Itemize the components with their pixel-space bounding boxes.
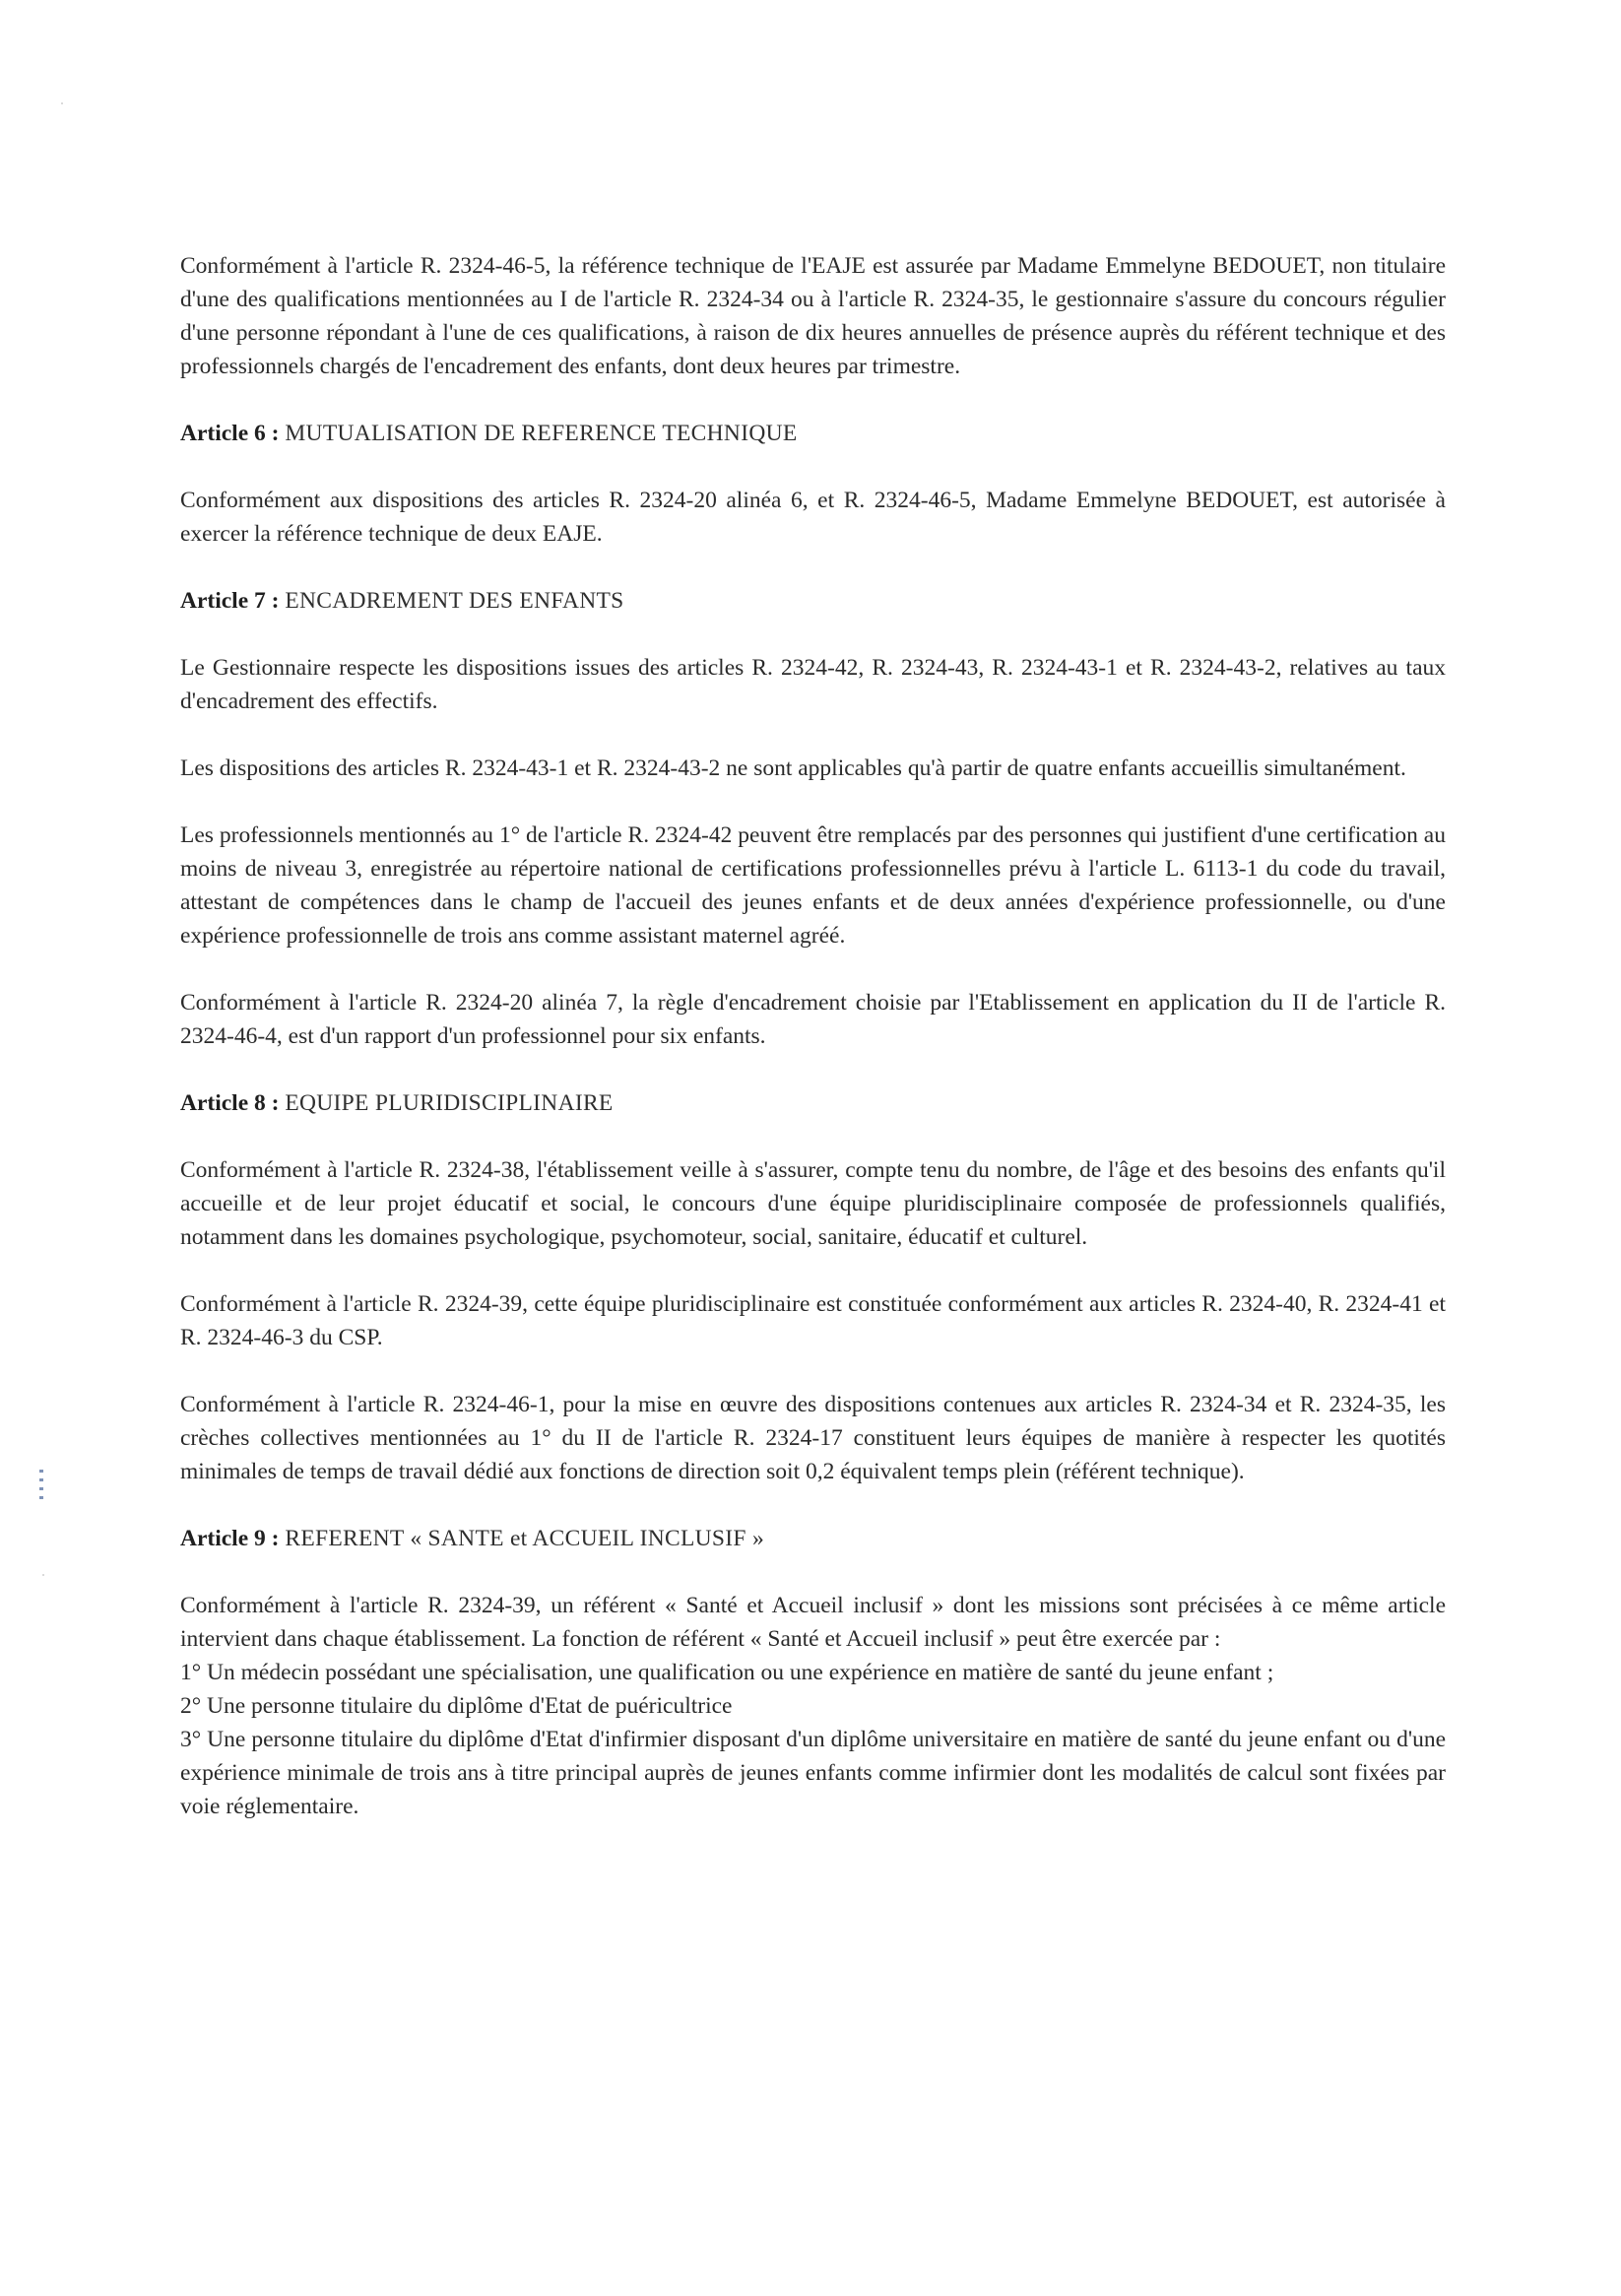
scan-mark-dot [39,1470,43,1473]
article-6-paragraph-1: Conformément aux dispositions des articles R. 2324-20 alinéa 6, et R. 2324-46-5, Madame Emmelyne BEDOUET, est autorisée à exercer la référence technique de deux EAJE. [180,488,1446,547]
article-9-intro: Conformément à l'article R. 2324-39, un référent « Santé et Accueil inclusif » dont les missions sont précisées à ce même article intervient dans chaque établissement. La fonction de référent « Santé et Accueil inclusif » peut être exercée par : [180,1593,1446,1652]
article-8-heading [180,1086,1446,1120]
article-7-heading [180,584,1446,618]
scan-mark-dot [39,1487,43,1490]
article-7-paragraph-3: Les professionnels mentionnés au 1° de l'article R. 2324-42 peuvent être remplacés par des personnes qui justifient d'une certification au moins de niveau 3, enregistrée au répertoire national de certifications professionnelles prévu à l'article L. 6113-1 du code du travail, attestant de compétences dans le champ de l'accueil des jeunes enfants et de deux années d'expérience professionnelle, ou d'une expérience professionnelle de trois ans comme assistant maternel agréé. [180,822,1446,949]
article-7-label: Article 7 : [180,588,280,614]
article-9-item-2: 2° Une personne titulaire du diplôme d'Etat de puéricultrice [180,1693,733,1719]
document-page [180,249,1446,1823]
article-8-title: EQUIPE PLURIDISCIPLINAIRE [285,1090,614,1116]
article-7-paragraph-4: Conformément à l'article R. 2324-20 alinéa 7, la règle d'encadrement choisie par l'Etablissement en application du II de l'article R. 2324-46-4, est d'un rapport d'un professionnel pour six enfants. [180,990,1446,1049]
scan-mark-dot [39,1496,43,1499]
article-9-item-3: 3° Une personne titulaire du diplôme d'Etat d'infirmier disposant d'un diplôme universitaire en matière de santé du jeune enfant ou d'une expérience minimale de trois ans à titre principal auprès de jeunes enfants comme infirmier dont les modalités de calcul sont fixées par voie réglementaire. [180,1727,1446,1819]
scan-speck [61,102,63,104]
article-6-title: MUTUALISATION DE REFERENCE TECHNIQUE [285,421,798,446]
article-8-paragraph-3: Conformément à l'article R. 2324-46-1, pour la mise en œuvre des dispositions contenues aux articles R. 2324-34 et R. 2324-35, les crèches collectives mentionnées au 1° du II de l'article R. 2324-17 constituent leurs équipes de manière à respecter les quotités minimales de temps de travail dédié aux fonctions de direction soit 0,2 équivalent temps plein (référent technique). [180,1392,1446,1484]
article-8-paragraph-2: Conformément à l'article R. 2324-39, cette équipe pluridisciplinaire est constituée conformément aux articles R. 2324-40, R. 2324-41 et R. 2324-46-3 du CSP. [180,1291,1446,1350]
scan-speck [42,1574,44,1576]
article-8-label: Article 8 : [180,1090,280,1116]
article-9-title: REFERENT « SANTE et ACCUEIL INCLUSIF » [285,1526,764,1551]
article-7-paragraph-1: Le Gestionnaire respecte les dispositions issues des articles R. 2324-42, R. 2324-43, R. 2324-43-1 et R. 2324-43-2, relatives au taux d'encadrement des effectifs. [180,655,1446,714]
article-6-label: Article 6 : [180,421,280,446]
margin-scan-mark [39,1470,45,1521]
article-9-heading [180,1522,1446,1555]
article-8-paragraph-1: Conformément à l'article R. 2324-38, l'établissement veille à s'assurer, compte tenu du nombre, de l'âge et des besoins des enfants qu'il accueille et de leur projet éducatif et social, le concours d'une équipe pluridisciplinaire composée de professionnels qualifiés, notamment dans les domaines psychologique, psychomoteur, social, sanitaire, éducatif et culturel. [180,1157,1446,1250]
article-9-item-1: 1° Un médecin possédant une spécialisation, une qualification ou une expérience en matière de santé du jeune enfant ; [180,1660,1274,1685]
article-9-label: Article 9 : [180,1526,280,1551]
intro-paragraph: Conformément à l'article R. 2324-46-5, la référence technique de l'EAJE est assurée par Madame Emmelyne BEDOUET, non titulaire d'une des qualifications mentionnées au I de l'article R. 2324-34 ou à l'article R. 2324-35, le gestionnaire s'assure du concours régulier d'une personne répondant à l'une de ces qualifications, à raison de dix heures annuelles de présence auprès du référent technique et des professionnels chargés de l'encadrement des enfants, dont deux heures par trimestre. [180,253,1446,379]
article-6-heading [180,417,1446,450]
article-7-paragraph-2: Les dispositions des articles R. 2324-43-1 et R. 2324-43-2 ne sont applicables qu'à partir de quatre enfants accueillis simultanément. [180,755,1406,781]
article-7-title: ENCADREMENT DES ENFANTS [285,588,624,614]
scan-mark-dot [39,1478,43,1481]
